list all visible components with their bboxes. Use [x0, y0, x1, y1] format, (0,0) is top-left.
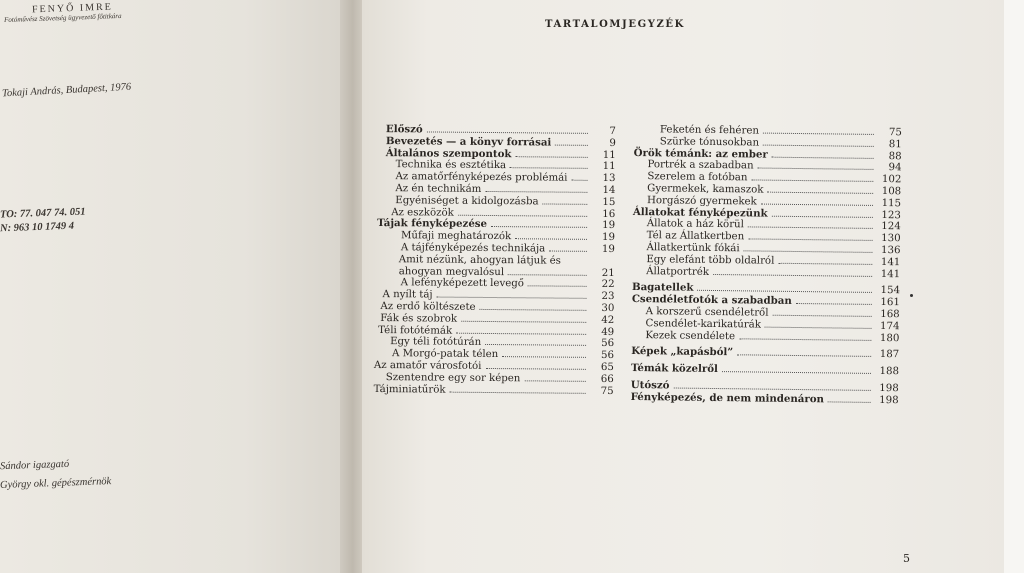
staff-line-2: György okl. gépészmérnök: [0, 476, 112, 491]
dot-leader: [456, 332, 586, 334]
toc-entry-page: 23: [601, 291, 615, 303]
toc-entry-page: 161: [880, 297, 900, 309]
toc-entry-title: Szerelem a fotóban: [647, 171, 748, 184]
toc-entry-page: 56: [600, 350, 615, 362]
dot-leader: [524, 380, 585, 382]
toc-entry-title: Téli fotótémák: [378, 324, 453, 337]
toc-entry-title: Az amatőr városfotói: [373, 359, 482, 372]
toc-entry-page: 66: [600, 373, 614, 385]
dot-leader: [510, 168, 588, 170]
toc-entry-title: A tájfényképezés technikája: [400, 242, 546, 255]
toc-entry-page: 154: [880, 285, 901, 297]
dot-leader: [528, 286, 587, 288]
dot-leader: [549, 250, 587, 251]
toc-entry: [631, 330, 899, 345]
dot-leader: [763, 144, 874, 146]
page-edge: [1004, 0, 1024, 573]
toc-entry-title: Állatportrék: [646, 265, 709, 278]
toc-entry-title: A nyílt táj: [382, 289, 433, 301]
toc-entry-page: 11: [602, 149, 616, 161]
toc-entry-title: Egyéniséget a kidolgozásba: [395, 194, 539, 208]
dot-leader: [485, 368, 585, 370]
staff-line-1: Sándor igazgató: [0, 458, 70, 473]
dot-leader: [737, 355, 871, 358]
margin-dot: [910, 294, 913, 297]
toc-entry-title: Az én technikám: [395, 183, 482, 195]
dot-leader: [508, 274, 587, 276]
dot-leader: [491, 226, 587, 228]
toc-entry-title: Állatkertünk fókái: [646, 242, 740, 255]
toc-entry-title: Az eszközök: [391, 206, 454, 219]
toc-entry: [374, 384, 614, 398]
toc-entry-title: Előszó: [385, 123, 423, 136]
toc-entry-title: A korszerű csendéletről: [645, 306, 769, 319]
toc-entry-page: 180: [879, 332, 900, 344]
toc-entry-page: 19: [601, 243, 615, 256]
dot-leader: [772, 215, 873, 217]
toc-entry-page: 187: [879, 349, 900, 361]
toc-entry-page: 141: [880, 256, 901, 269]
toc-entry-page: 136: [880, 244, 901, 257]
toc-entry-title: Bagatellek: [631, 281, 694, 295]
dot-leader: [778, 263, 872, 265]
toc-entry-page: 124: [881, 221, 901, 233]
toc-entry-title: Bevezetés — a könyv forrásai: [385, 134, 552, 149]
dot-leader: [758, 168, 874, 170]
toc-entry-page: 19: [602, 220, 616, 232]
isbn-line-1: TO: 77. 047 74. 051: [0, 206, 86, 221]
dot-leader: [485, 344, 586, 346]
toc-entry-title: Kezek csendélete: [645, 329, 736, 342]
dot-leader: [555, 144, 588, 145]
toc-title: TARTALOMJEGYZÉK: [545, 19, 685, 30]
toc-entry-page: 174: [880, 320, 900, 333]
toc-entry-title: Az amatőrfényképezés problémái: [395, 171, 568, 184]
toc-entry-title: A lefényképezett levegő: [400, 277, 524, 290]
toc-entry: [632, 266, 900, 281]
toc-entry-title: Amit nézünk, ahogyan látjuk és: [398, 253, 561, 267]
toc-entry-title: A Morgó-patak télen: [391, 348, 499, 361]
dot-leader: [673, 387, 870, 390]
toc-entry-page: 115: [881, 197, 902, 210]
toc-entry-title: Tájminiatűrök: [373, 383, 446, 396]
toc-entry-title: Csendélet-karikatúrák: [645, 317, 762, 331]
dot-leader: [765, 326, 872, 328]
toc-entry-page: 11: [602, 161, 616, 173]
dot-leader: [437, 297, 587, 299]
toc-entry-title: Fényképezés, de nem mindenáron: [630, 390, 825, 406]
toc-entry-page: 198: [879, 382, 899, 395]
dot-leader: [761, 203, 873, 205]
toc-entry-page: 141: [880, 268, 901, 280]
toc-entry-page: 108: [881, 186, 902, 198]
dot-leader: [515, 156, 587, 158]
toc-entry-title: Általános szempontok: [385, 146, 512, 160]
toc-entry-page: 49: [601, 326, 615, 338]
toc-entry-page: 168: [880, 308, 900, 321]
toc-entry-title: Portrék a szabadban: [647, 159, 754, 172]
toc-entry-title: Az erdő költészete: [380, 300, 476, 313]
toc-entry-title: Örök témánk: az ember: [633, 146, 768, 161]
toc-entry-page: 15: [602, 196, 616, 208]
toc-entry-title: Feketén és fehéren: [659, 124, 760, 137]
dot-leader: [697, 290, 872, 293]
toc-entry-title: Állatokat fényképezünk: [632, 205, 768, 220]
dot-leader: [458, 214, 587, 216]
toc-entry-title: Műfaji meghatározók: [400, 230, 512, 243]
toc-entry-title: Egy elefánt több oldalról: [646, 253, 775, 267]
toc-entry-title: Csendéletfotók a szabadban: [631, 293, 792, 308]
toc-entry-title: ahogyan megvalósul: [398, 265, 505, 278]
left-page: [0, 0, 348, 573]
toc-entry-title: Szentendre egy sor képen: [385, 371, 521, 385]
publisher-name: FENYŐ IMRE: [31, 1, 114, 16]
dot-leader: [502, 356, 586, 358]
dot-leader: [713, 274, 872, 277]
toc-entry-page: 14: [602, 184, 616, 197]
toc-entry-title: Horgászó gyermekek: [646, 194, 757, 208]
toc-entry-page: 81: [888, 138, 902, 151]
dot-leader: [772, 315, 871, 317]
dot-leader: [763, 133, 874, 135]
toc-entry-title: Fák és szobrok: [380, 312, 458, 325]
toc-entry-page: 56: [601, 338, 615, 350]
toc-entry-page: 102: [881, 174, 902, 186]
dot-leader: [744, 250, 873, 253]
toc-entry-page: 13: [602, 173, 616, 185]
dot-leader: [427, 131, 588, 133]
toc-entry-title: Szürke tónusokban: [659, 136, 760, 149]
dot-leader: [828, 401, 871, 403]
toc-entry-page: 123: [881, 209, 901, 221]
dot-leader: [748, 227, 873, 230]
dot-leader: [515, 238, 587, 240]
toc-entry-page: 7: [609, 126, 616, 138]
toc-right-column: [631, 124, 902, 407]
toc-entry-page: 16: [602, 208, 616, 220]
toc-entry-title: Egy téli fotótúrán: [390, 336, 482, 349]
toc-entry-page: 94: [888, 162, 902, 174]
toc-entry-title: Állatok a ház körül: [646, 218, 744, 231]
toc-entry-page: 75: [888, 127, 902, 139]
isbn-line-2: N: 963 10 1749 4: [0, 220, 75, 235]
dot-leader: [739, 338, 871, 341]
toc-entry-page: 21: [601, 267, 615, 279]
toc-entry-page: 22: [601, 279, 615, 291]
dot-leader: [480, 309, 587, 311]
dot-leader: [796, 303, 872, 305]
publisher-role: Fotóművész Szövetség ügyvezető főtitkára: [3, 11, 122, 25]
toc-entry-title: Gyermekek, kamaszok: [647, 183, 764, 196]
toc-entry-page: 30: [601, 302, 615, 315]
toc-entry-page: 19: [602, 232, 616, 244]
toc-entry: [631, 363, 899, 378]
toc-entry-title: Témák közelről: [630, 362, 718, 376]
copyright-line: Tokaji András, Budapest, 1976: [1, 81, 132, 100]
toc-entry-page: 130: [881, 233, 901, 245]
toc-entry-title: Technika és esztétika: [395, 159, 507, 172]
dot-leader: [485, 191, 587, 193]
toc-entry-page: 198: [879, 394, 899, 406]
toc-left-column: [374, 124, 616, 397]
dot-leader: [748, 239, 872, 242]
toc-entry: [631, 346, 899, 361]
dot-leader: [461, 320, 586, 322]
toc-entry-page: 65: [600, 361, 614, 374]
dot-leader: [767, 192, 873, 194]
toc-entry-page: 9: [609, 137, 616, 149]
toc-entry-page: 188: [879, 366, 900, 378]
dot-leader: [772, 156, 874, 158]
toc-entry-page: 42: [601, 314, 615, 326]
page-number: 5: [903, 552, 910, 565]
toc-entry-title: Tájak fényképezése: [377, 217, 488, 231]
toc-entry-title: Tél az Állatkertben: [646, 230, 745, 243]
toc-entry-title: Képek „kapásból”: [631, 345, 734, 359]
toc-entry-page: 75: [600, 385, 614, 397]
dot-leader: [751, 180, 873, 182]
toc-entry-page: 88: [888, 150, 902, 162]
dot-leader: [722, 371, 871, 374]
dot-leader: [571, 180, 587, 181]
dot-leader: [543, 203, 588, 204]
dot-leader: [450, 391, 586, 393]
toc-entry-title: Utószó: [630, 378, 670, 392]
